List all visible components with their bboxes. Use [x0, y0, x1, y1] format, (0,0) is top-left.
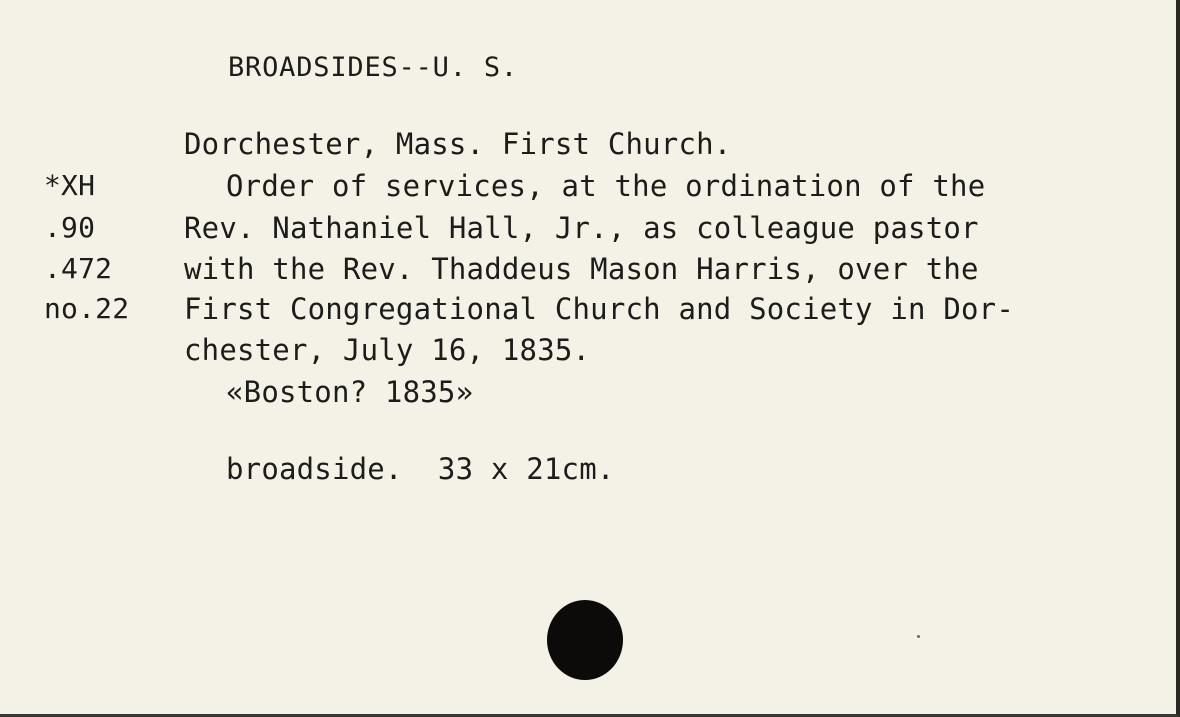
title-line-1: Order of services, at the ordination of the [226, 169, 986, 203]
physical-description: broadside. 33 x 21cm. [226, 452, 615, 486]
call-number-line-1: *XH [44, 169, 96, 202]
subject-heading: BROADSIDES--U. S. [228, 52, 518, 83]
paper-speck [917, 635, 920, 638]
call-number-line-2: .90 [44, 211, 96, 244]
call-number-line-4: no.22 [44, 292, 130, 325]
title-line-4: First Congregational Church and Society in Dor- [184, 292, 1014, 326]
title-line-3: with the Rev. Thaddeus Mason Harris, over the [184, 252, 979, 286]
main-entry: Dorchester, Mass. First Church. [184, 127, 732, 161]
title-line-2: Rev. Nathaniel Hall, Jr., as colleague pastor [184, 211, 979, 245]
title-line-5: chester, July 16, 1835. [184, 333, 591, 367]
imprint: «Boston? 1835» [226, 375, 474, 409]
call-number-line-3: .472 [44, 252, 113, 285]
punch-hole [547, 600, 623, 680]
